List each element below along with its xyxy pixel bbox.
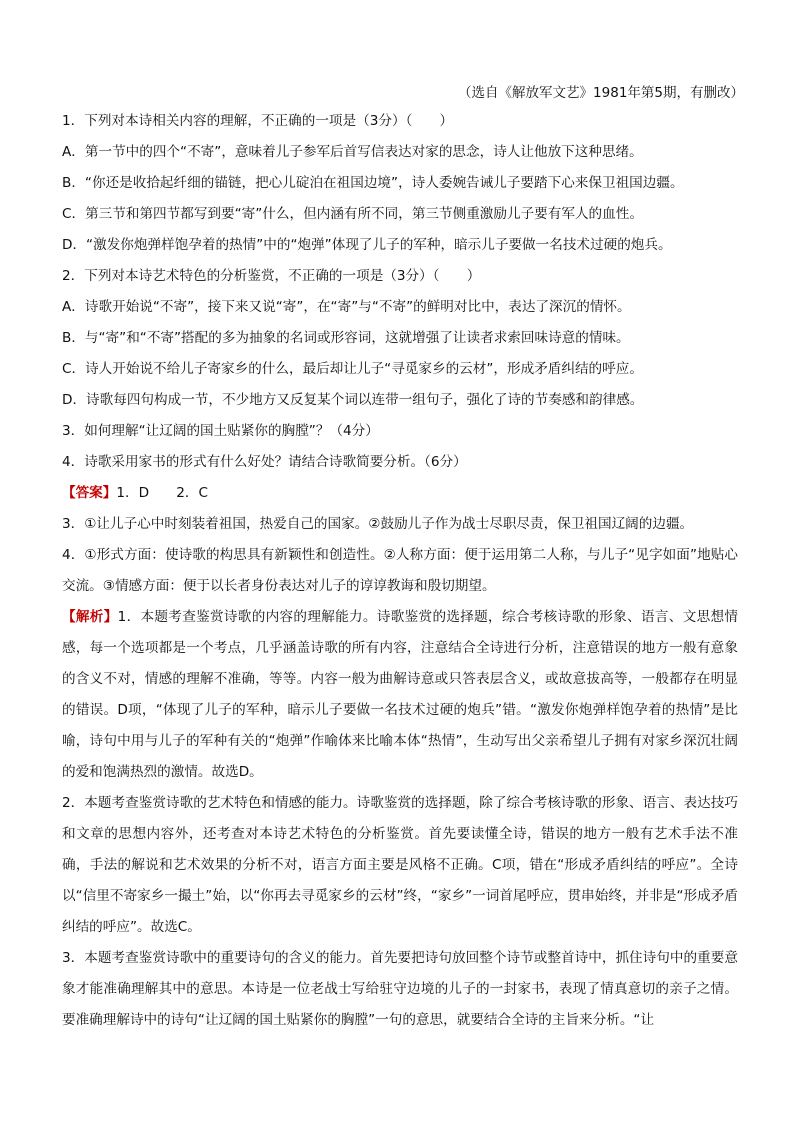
document-page bbox=[62, 82, 744, 1036]
source-note: （选自《解放军文艺》1981年第5期，有删改） bbox=[458, 85, 744, 101]
analysis-paragraph-3: 3．本题考查鉴赏诗歌中的重要诗句的含义的能力。首先要把诗句放回整个诗节或整首诗中，抓住诗句中的重要意象才能准确理解其中的意思。本诗是一位老战士写给驻守边境的儿子的一封家书，表现了情真意切的亲子之情。要准确理解诗中的诗句“让辽阔的国土贴紧你的胸膛”一句的意思，就要结合全诗的主旨来分析。“让 bbox=[62, 950, 738, 1028]
question-2-stem: 2．下列对本诗艺术特色的分析鉴赏，不正确的一项是（3分）（ ） bbox=[62, 268, 481, 284]
analysis-paragraph-1 bbox=[62, 602, 738, 788]
analysis-paragraph-2: 2．本题考查鉴赏诗歌的艺术特色和情感的能力。诗歌鉴赏的选择题，除了综合考核诗歌的形象、语言、表达技巧和文章的思想内容外，还考查对本诗艺术特色的分析鉴赏。首先要读懂全诗，错误的地方一般有艺术手法不准确，手法的解说和艺术效果的分析不对，语言方面主要是风格不正确。C项，错在“形成矛盾纠结的呼应”。全诗以“信里不寄家乡一撮土”始，以“你再去寻觅家乡的云材”终，“家乡”一词首尾呼应，贯串始终，并非是“形成矛盾纠结的呼应”。故选C。 bbox=[62, 795, 738, 935]
answer-line-3: 4．①形式方面：使诗歌的构思具有新颖性和创造性。②人称方面：便于运用第二人称，与儿子“见字如面”地贴心交流。③情感方面：便于以长者身份表达对儿子的谆谆教诲和殷切期望。 bbox=[62, 547, 738, 594]
answer-tag: 【答案】 bbox=[62, 485, 117, 501]
answer-line-2: 3．①让儿子心中时刻装着祖国，热爱自己的国家。②鼓励儿子作为战士尽职尽责，保卫祖国辽阔的边疆。 bbox=[62, 516, 694, 532]
question-4: 4．诗歌采用家书的形式有什么好处？请结合诗歌简要分析。（6分） bbox=[62, 454, 467, 470]
analysis-text-1: 1．本题考查鉴赏诗歌的内容的理解能力。诗歌鉴赏的选择题，综合考核诗歌的形象、语言、文思想情感，每一个选项都是一个考点，几乎涵盖诗歌的所有内容，注意结合全诗进行分析，注意错误的地方一般有意象的含义不对，情感的理解不准确，等等。内容一般为曲解诗意或只答表层含义，或故意拔高等，一般都存在明显的错误。D项，“体现了儿子的军种，暗示儿子要做一名技术过硬的炮兵”错。“激发你炮弹样饱孕着的热情”是比喻，诗句中用与儿子的军种有关的“炮弹”作喻体来比喻本体“热情”，生动写出父亲希望儿子拥有对家乡深沉壮阔的爱和饱满热烈的激情。故选D。 bbox=[62, 609, 739, 780]
question-1-option-d: D．“激发你炮弹样饱孕着的热情”中的“炮弹”体现了儿子的军种，暗示儿子要做一名技术过硬的炮兵。 bbox=[62, 237, 672, 253]
question-2-option-b: B．与“寄”和“不寄”搭配的多为抽象的名词或形容词，这就增强了让读者求索回味诗意的情味。 bbox=[62, 330, 630, 346]
question-1-option-c: C．第三节和第四节都写到要“寄”什么，但内涵有所不同，第三节侧重激励儿子要有军人的血性。 bbox=[62, 206, 643, 222]
answer-choices: 1．D 2．C bbox=[116, 485, 209, 501]
question-1-stem: 1．下列对本诗相关内容的理解，不正确的一项是（3分）（ ） bbox=[62, 113, 454, 129]
question-3: 3．如何理解“让辽阔的国土贴紧你的胸膛”？（4分） bbox=[62, 423, 379, 439]
question-1-option-a: A．第一节中的四个“不寄”，意味着儿子参军后首写信表达对家的思念，诗人让他放下这种思绪。 bbox=[62, 144, 643, 160]
question-1-option-b: B．“你还是收拾起纤细的锚链，把心儿碇泊在祖国边境”，诗人委婉告诫儿子要踏下心来保卫祖国边疆。 bbox=[62, 175, 684, 191]
question-2-option-c: C．诗人开始说不给儿子寄家乡的什么，最后却让儿子“寻觅家乡的云材”，形成矛盾纠结的呼应。 bbox=[62, 361, 643, 377]
question-2-option-a: A．诗歌开始说“不寄”，接下来又说“寄”，在“寄”与“不寄”的鲜明对比中，表达了深沉的情怀。 bbox=[62, 299, 631, 315]
question-2-option-d: D．诗歌每四句构成一节，不少地方又反复某个词以连带一组句子，强化了诗的节奏感和韵律感。 bbox=[62, 392, 644, 408]
analysis-tag: 【解析】 bbox=[62, 609, 118, 625]
answer-line-1 bbox=[62, 478, 738, 509]
